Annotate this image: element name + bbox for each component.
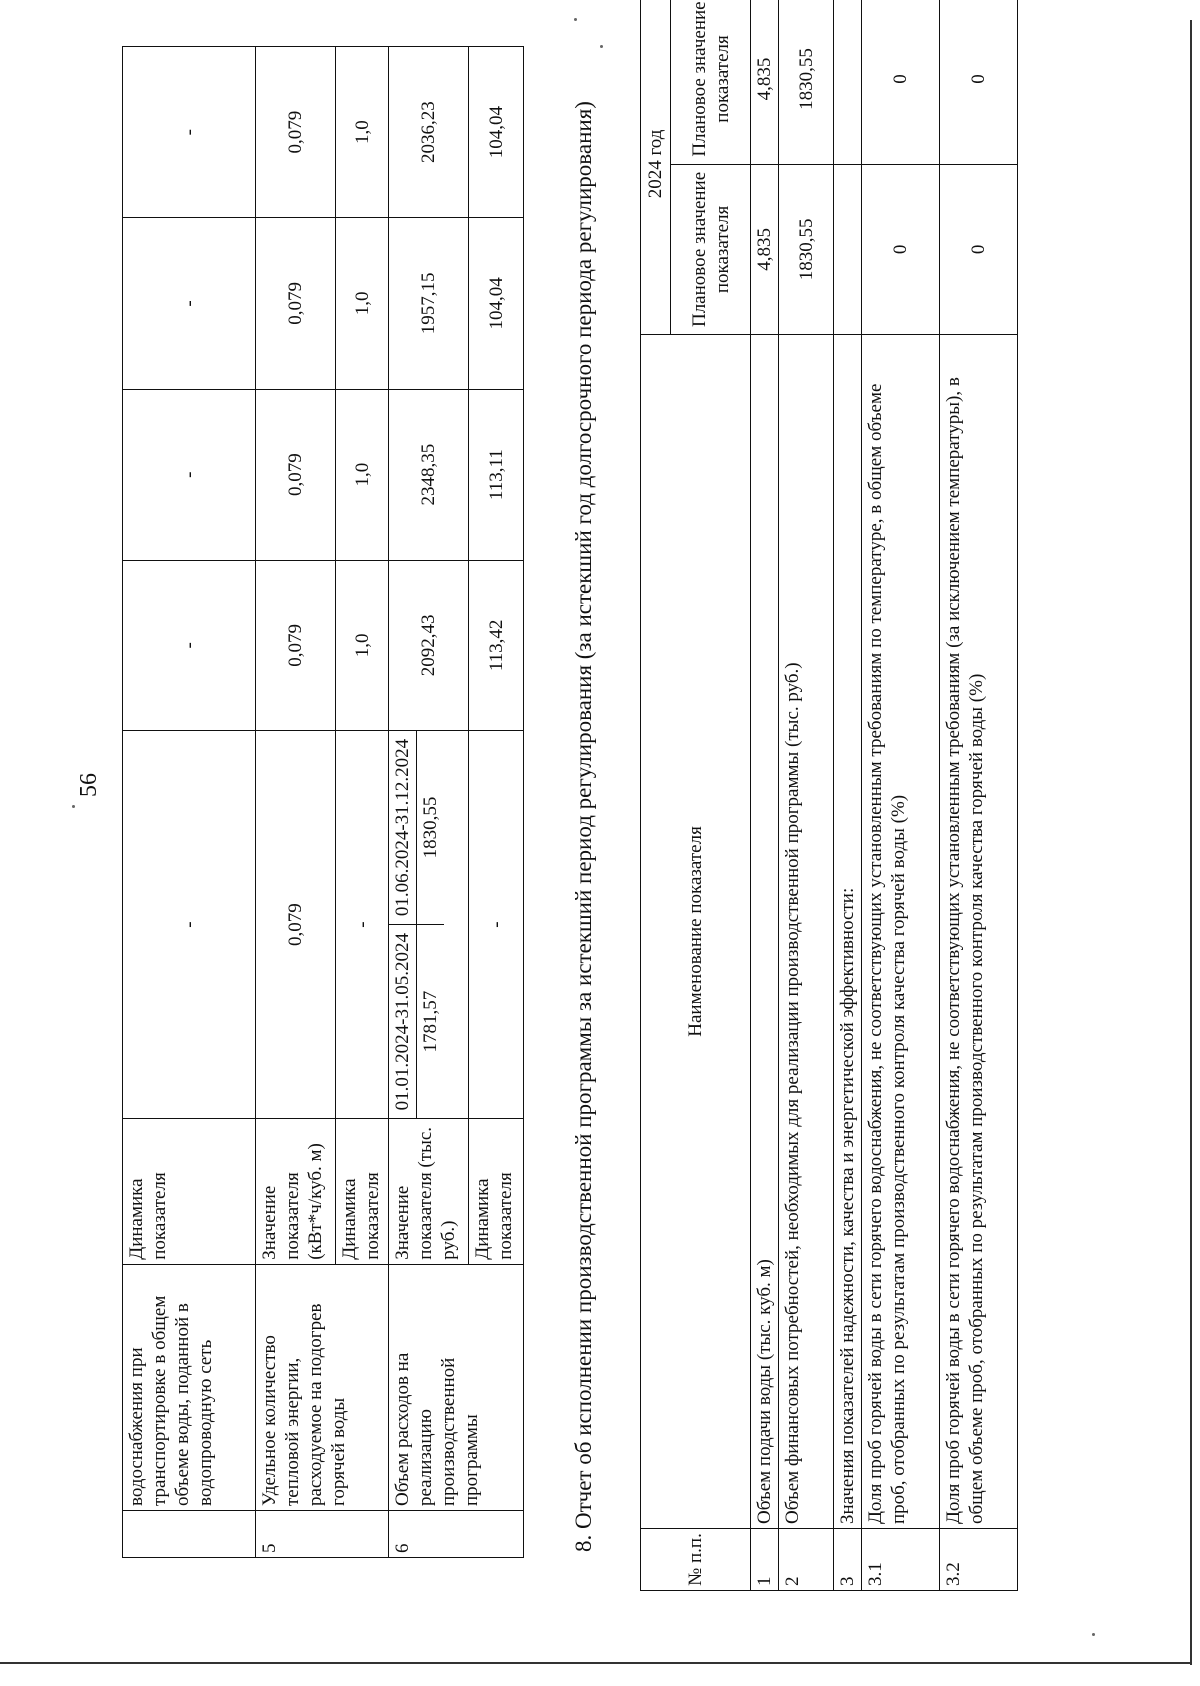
row-number: 6 bbox=[389, 1511, 524, 1558]
value-2025: 2092,43 bbox=[389, 560, 469, 730]
plan-value-1 bbox=[834, 164, 862, 334]
indicator-name: Доля проб горячей воды в сети горячего водоснабжения, не соответствующих установленным требованиям по температуре, в общем объеме проб, отобранных по результатам производственного контроля качества горячей воды (%) bbox=[862, 334, 940, 1528]
indicator-label: Динамика показателя bbox=[469, 1119, 524, 1265]
header-name: Наименование показателя bbox=[641, 334, 751, 1528]
value-2024: 0,079 bbox=[256, 730, 336, 1118]
period-2: 01.06.2024-31.12.2024 bbox=[389, 731, 417, 925]
plan-value-1: 4,835 bbox=[751, 164, 779, 334]
plan-value-2: 4,835 bbox=[751, 0, 779, 164]
indicator-name: Объем расходов на реализацию производственной программы bbox=[389, 1264, 524, 1510]
value-2024: - bbox=[123, 730, 256, 1118]
header-year: 2024 год bbox=[641, 0, 671, 334]
value-2028: 2036,23 bbox=[389, 47, 469, 218]
plan-value-1: 0 bbox=[862, 164, 940, 334]
header-col1: Плановое значение показателя bbox=[671, 164, 751, 334]
plan-value-2: 0 bbox=[862, 0, 940, 164]
table-row bbox=[779, 0, 834, 1591]
split-cell-2024 bbox=[389, 730, 469, 1118]
row-number: 3 bbox=[834, 1529, 862, 1591]
value-2026: - bbox=[123, 389, 256, 560]
value-2027: 1,0 bbox=[336, 218, 389, 389]
value-2026: 2348,35 bbox=[389, 389, 469, 560]
value-2027: 1957,15 bbox=[389, 218, 469, 389]
indicator-label: Значение показателя (тыс. руб.) bbox=[389, 1119, 469, 1265]
value-2028: 104,04 bbox=[469, 47, 524, 218]
indicator-label: Значение показателя (кВт*ч/куб. м) bbox=[256, 1119, 336, 1265]
table-row bbox=[940, 0, 1018, 1591]
table-row bbox=[751, 0, 779, 1591]
table-row bbox=[389, 47, 469, 1558]
plan-value-1: 1830,55 bbox=[779, 164, 834, 334]
indicator-name: Значения показателей надежности, качества и энергетической эффективности: bbox=[834, 334, 862, 1528]
indicator-label: Динамика показателя bbox=[123, 1119, 256, 1265]
plan-value-2: 0 bbox=[940, 0, 1018, 164]
value-2025: 1,0 bbox=[336, 560, 389, 730]
indicator-name: водоснабжения при транспортировке в общем объеме воды, поданной в водопроводную сеть bbox=[123, 1264, 256, 1510]
value-2028: 0,079 bbox=[256, 47, 336, 218]
plan-value-2: 1830,55 bbox=[779, 0, 834, 164]
value-2027: 104,04 bbox=[469, 218, 524, 389]
section-8-title: 8. Отчет об исполнении производственной программы за истекший период регулирования (за истекший год долгосрочного периода регулирования) bbox=[571, 101, 596, 1552]
period-1-value: 1781,57 bbox=[417, 925, 445, 1119]
value-2025: - bbox=[123, 560, 256, 730]
value-2024: - bbox=[469, 730, 524, 1118]
header-num: № п.п. bbox=[641, 1529, 751, 1591]
row-number: 2 bbox=[779, 1529, 834, 1591]
indicator-name: Удельное количество тепловой энергии, расходуемое на подогрев горячей воды bbox=[256, 1264, 389, 1510]
value-2028: - bbox=[123, 47, 256, 218]
production-program-report-table bbox=[640, 0, 1018, 1591]
indicator-name: Объем подачи воды (тыс. куб. м) bbox=[751, 334, 779, 1528]
table-header-row bbox=[641, 0, 671, 1591]
period-1: 01.01.2024-31.05.2024 bbox=[389, 925, 417, 1119]
split-period-table bbox=[389, 731, 444, 1118]
row-number: 3.2 bbox=[940, 1529, 1018, 1591]
indicators-table-continued bbox=[122, 46, 524, 1558]
row-number: 5 bbox=[256, 1511, 389, 1558]
plan-value-2 bbox=[834, 0, 862, 164]
indicator-label: Динамика показателя bbox=[336, 1119, 389, 1265]
table-row bbox=[123, 47, 256, 1558]
value-2026: 1,0 bbox=[336, 389, 389, 560]
value-2026: 113,11 bbox=[469, 389, 524, 560]
row-number: 1 bbox=[751, 1529, 779, 1591]
value-2027: - bbox=[123, 218, 256, 389]
indicator-name: Объем финансовых потребностей, необходимых для реализации производственной программы (тыс. руб.) bbox=[779, 334, 834, 1528]
table-row bbox=[862, 0, 940, 1591]
value-2028: 1,0 bbox=[336, 47, 389, 218]
page-number: 56 bbox=[76, 773, 102, 797]
value-2024: - bbox=[336, 730, 389, 1118]
indicator-name: Доля проб горячей воды в сети горячего водоснабжения, не соответствующих установленным требованиям (за исключением температуры), в общем объеме проб, отобранных по результатам производственного контроля качества горячей воды (%) bbox=[940, 334, 1018, 1528]
value-2026: 0,079 bbox=[256, 389, 336, 560]
plan-value-1: 0 bbox=[940, 164, 1018, 334]
value-2025: 0,079 bbox=[256, 560, 336, 730]
row-number bbox=[123, 1511, 256, 1558]
table-row bbox=[256, 47, 336, 1558]
table-row bbox=[834, 0, 862, 1591]
period-2-value: 1830,55 bbox=[417, 731, 445, 925]
header-col2: Плановое значение показателя bbox=[671, 0, 751, 164]
row-number: 3.1 bbox=[862, 1529, 940, 1591]
value-2025: 113,42 bbox=[469, 560, 524, 730]
value-2027: 0,079 bbox=[256, 218, 336, 389]
